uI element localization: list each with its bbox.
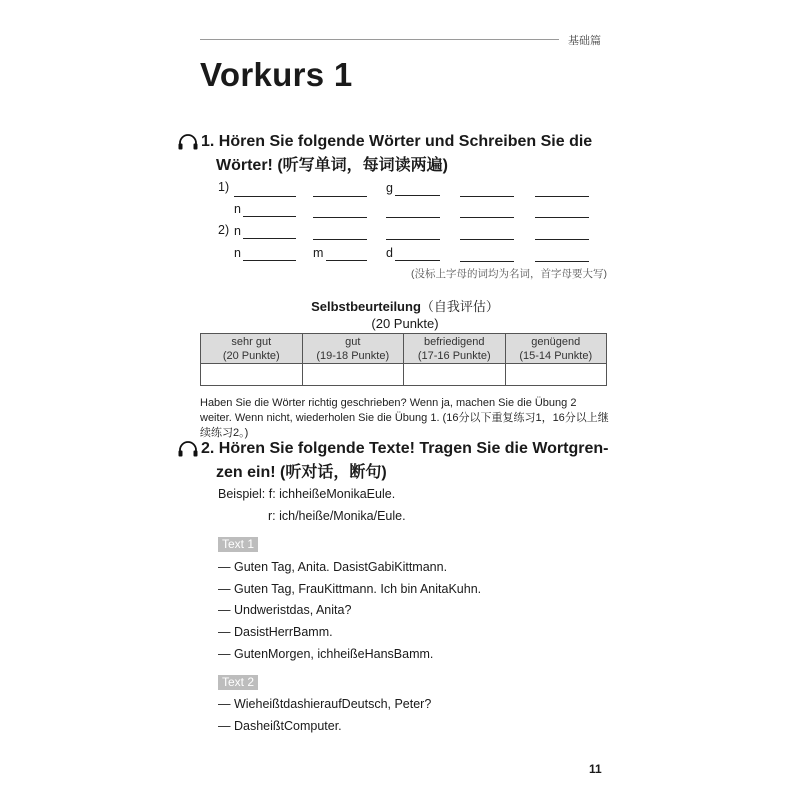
exercise-2-line2: zen ein! (听对话，断句) bbox=[216, 464, 387, 481]
dialog-line: — Undweristdas, Anita? bbox=[218, 603, 352, 617]
instruction-paragraph: Haben Sie die Wörter richtig geschrieben? Wenn ja, machen Sie die Übung 2 weiter. Wenn nicht, wiederholen Sie die Übung 1. (16分以下重复练习1，16分以上继续练习2。) bbox=[200, 397, 609, 439]
grade-cell[interactable] bbox=[505, 364, 607, 386]
headphones-icon bbox=[177, 133, 199, 151]
grade-header: sehr gut (20 Punkte) bbox=[201, 334, 303, 364]
text-1-label: Text 1 bbox=[218, 537, 258, 552]
exercise-2-line1: 2. Hören Sie folgende Texte! Tragen Sie die Wortgren- bbox=[201, 440, 609, 457]
grade-header: genügend (15-14 Punkte) bbox=[505, 334, 607, 364]
header-rule bbox=[200, 39, 559, 40]
dialog-line: — Guten Tag, Anita. DasistGabiKittmann. bbox=[218, 560, 448, 574]
blank[interactable] bbox=[460, 201, 514, 218]
blank[interactable]: g bbox=[386, 180, 440, 196]
exercise-1-line2: Wörter! (听写单词，每词读两遍) bbox=[216, 157, 448, 174]
exercise-2-title bbox=[201, 437, 611, 485]
grade-header: befriedigend (17-16 Punkte) bbox=[404, 334, 506, 364]
grade-cell[interactable] bbox=[404, 364, 506, 386]
dictation-row bbox=[218, 180, 618, 198]
blank[interactable]: n bbox=[234, 245, 296, 261]
blank[interactable] bbox=[313, 180, 367, 197]
blank[interactable] bbox=[386, 201, 440, 218]
self-assessment-points: (20 Punkte) bbox=[371, 316, 439, 331]
dialog-line: — Guten Tag, FrauKittmann. Ich bin AnitaKuhn. bbox=[218, 582, 482, 596]
exercise-1-title bbox=[201, 130, 611, 178]
capitalization-note: (没标上字母的词均为名词，首字母要大写) bbox=[411, 268, 607, 280]
headphones-icon bbox=[177, 440, 199, 458]
blank[interactable] bbox=[313, 223, 367, 240]
blank[interactable] bbox=[460, 180, 514, 197]
dictation-row: 2) n bbox=[218, 223, 618, 241]
blank[interactable] bbox=[386, 223, 440, 240]
dialog-line: — GutenMorgen, ichheißeHansBamm. bbox=[218, 647, 434, 661]
page-title: Vorkurs 1 bbox=[200, 56, 353, 93]
page-number: 11 bbox=[589, 762, 602, 776]
blank[interactable] bbox=[313, 201, 367, 218]
dictation-row bbox=[218, 201, 618, 219]
exercise-1-line1: 1. Hören Sie folgende Wörter und Schreiben Sie die bbox=[201, 133, 593, 150]
dictation-row bbox=[218, 245, 618, 263]
grade-cell[interactable] bbox=[201, 364, 303, 386]
self-assessment-title: Selbstbeurteilung（自我评估） bbox=[311, 299, 499, 314]
blank[interactable] bbox=[460, 223, 514, 240]
example-answer: r: ich/heiße/Monika/Eule. bbox=[268, 509, 406, 523]
blank[interactable] bbox=[535, 245, 589, 262]
grade-cell[interactable] bbox=[302, 364, 404, 386]
blank[interactable]: d bbox=[386, 245, 440, 261]
row-label: 1) bbox=[218, 180, 230, 194]
blank[interactable]: m bbox=[313, 245, 367, 261]
blank[interactable] bbox=[460, 245, 514, 262]
blank[interactable] bbox=[535, 223, 589, 240]
dialog-line: — DasheißtComputer. bbox=[218, 719, 342, 733]
blank[interactable] bbox=[234, 180, 296, 197]
blank[interactable] bbox=[535, 180, 589, 197]
text-2-label: Text 2 bbox=[218, 675, 258, 690]
blank[interactable]: n bbox=[234, 223, 296, 239]
section-label: 基础篇 bbox=[568, 35, 601, 47]
dialog-line: — DasistHerrBamm. bbox=[218, 625, 333, 639]
blank[interactable] bbox=[535, 201, 589, 218]
grade-header: gut (19-18 Punkte) bbox=[302, 334, 404, 364]
dialog-line: — WieheißtdashieraufDeutsch, Peter? bbox=[218, 697, 432, 711]
grading-table bbox=[200, 333, 607, 386]
example-female: Beispiel: f: ichheißeMonikaEule. bbox=[218, 487, 396, 501]
blank[interactable]: n bbox=[234, 201, 296, 217]
